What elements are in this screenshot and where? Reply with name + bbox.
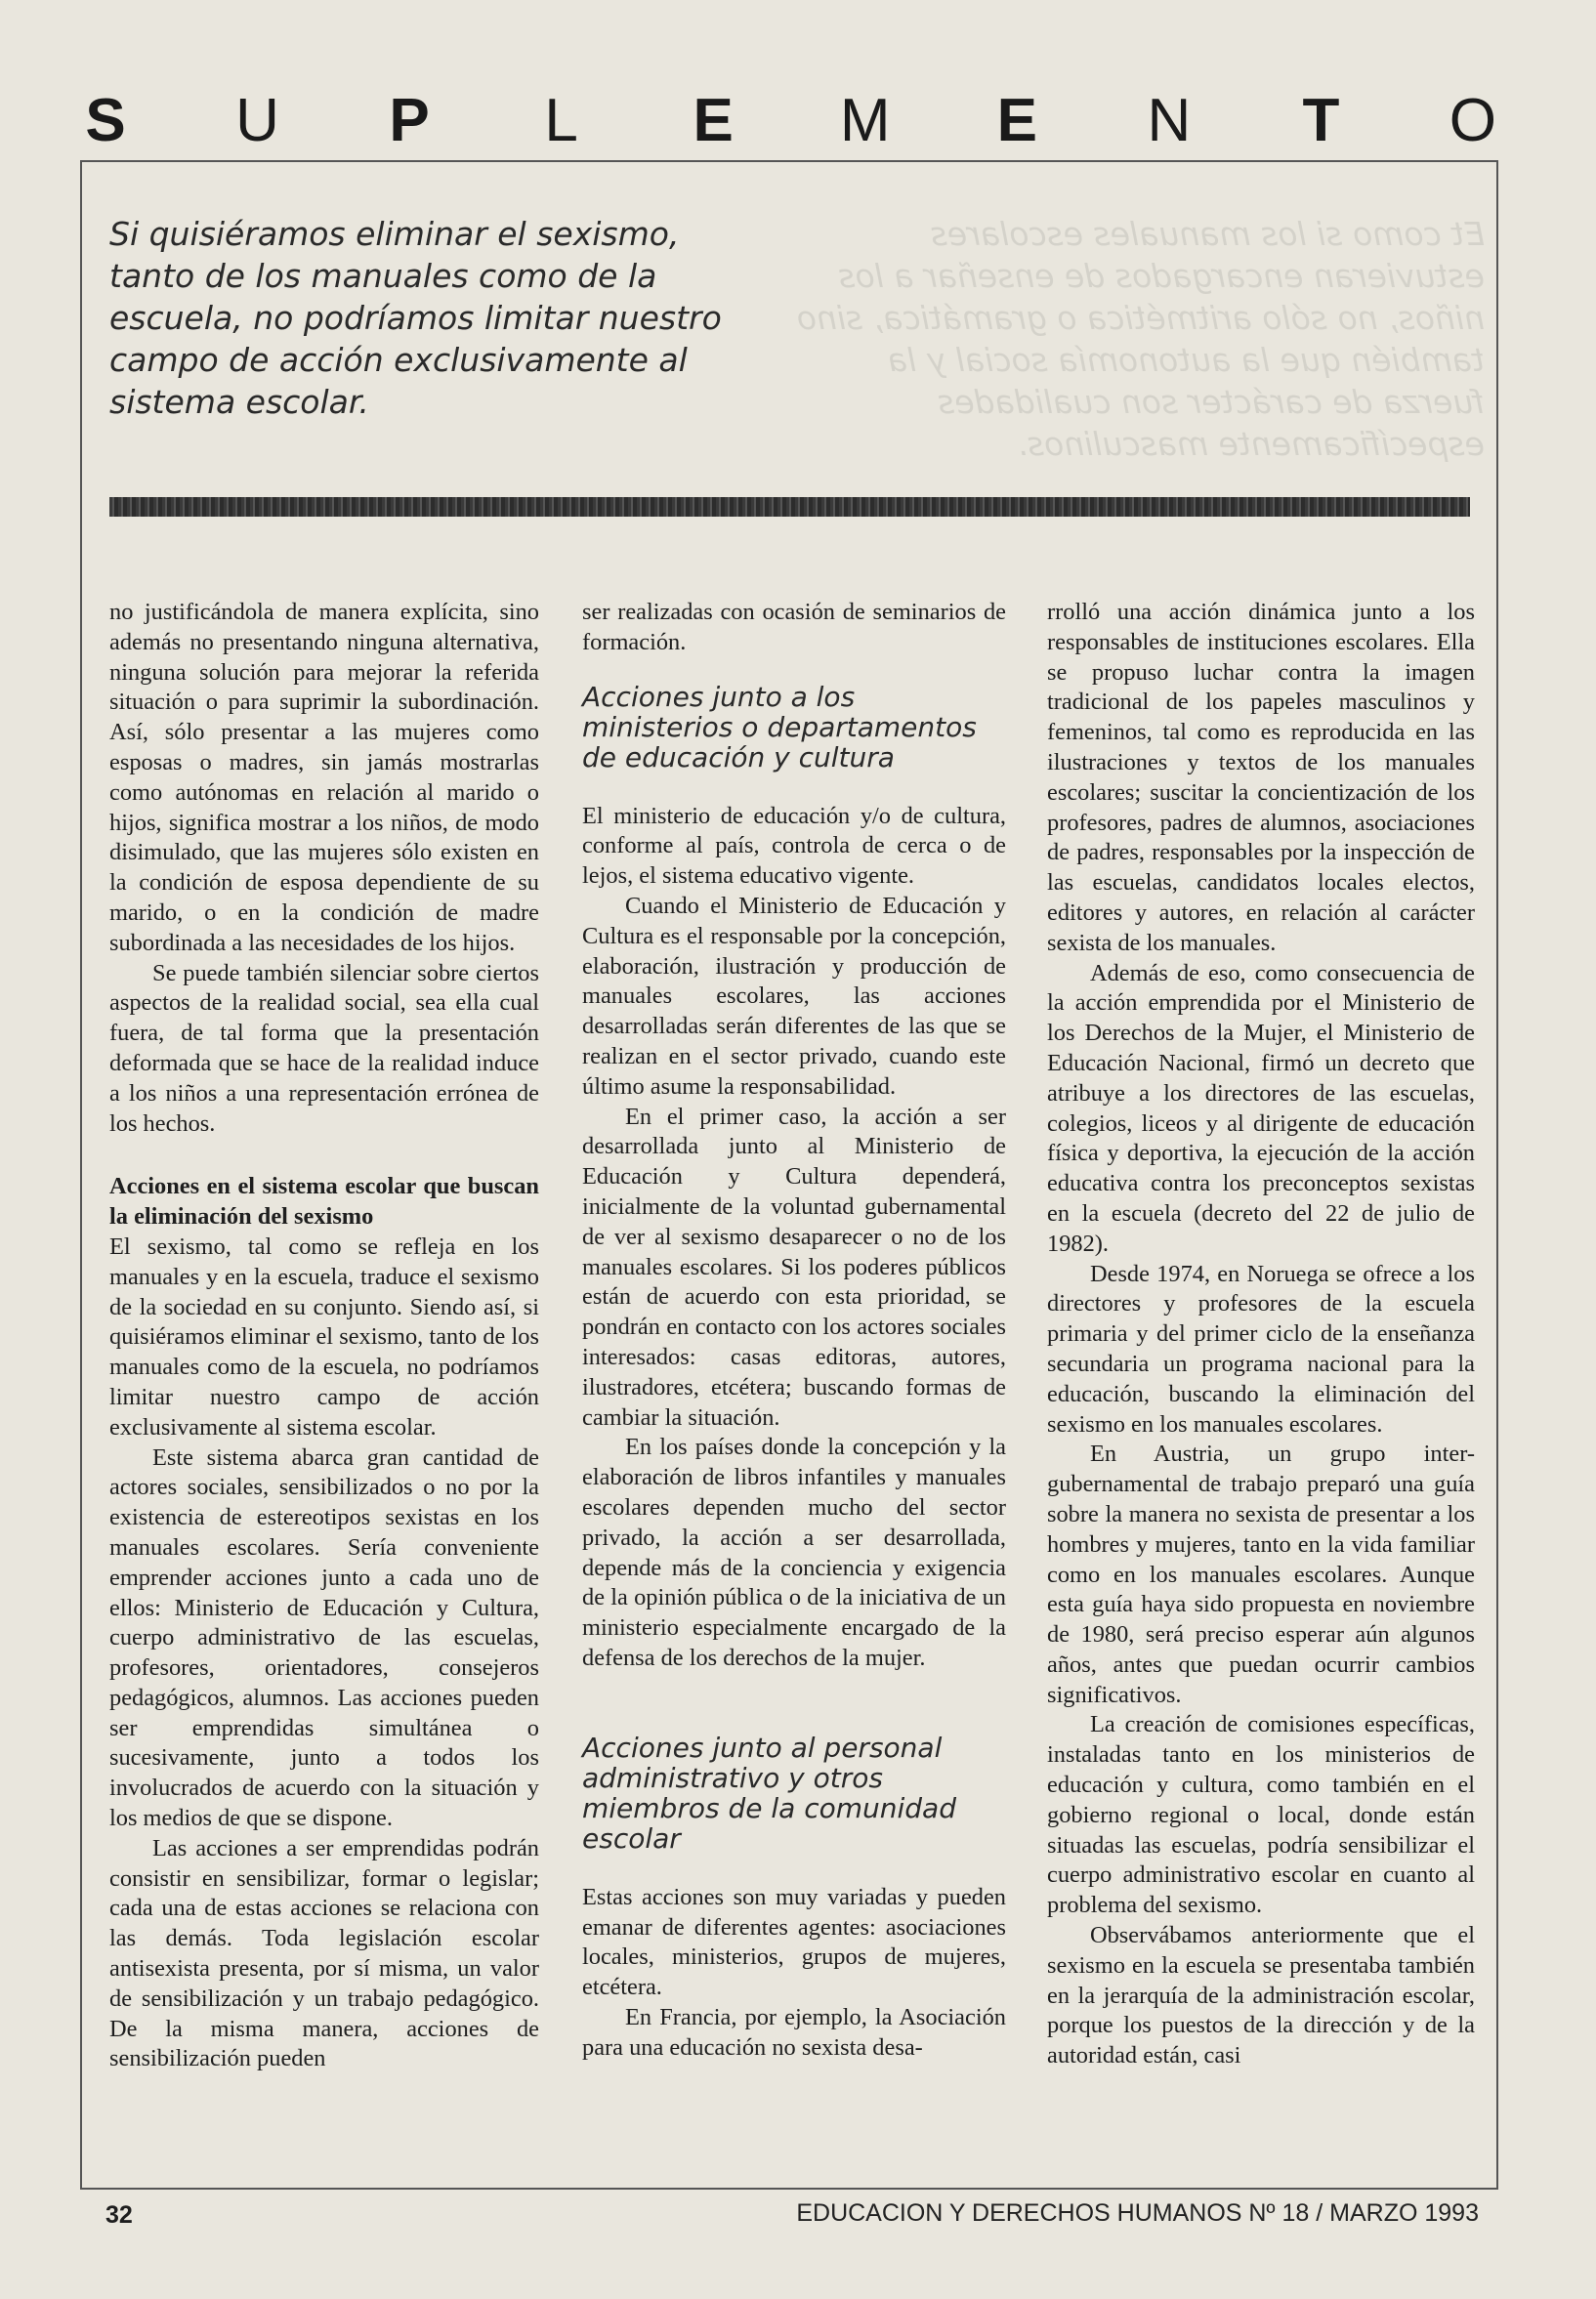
title-letter: P — [389, 86, 430, 154]
paragraph: Desde 1974, en Noruega se ofrece a los directores y profesores de la escuela primaria y del primer ciclo de la enseñanza secundaria un programa nacional para la educación, buscando la eliminación del sexismo en los manuales escolares. — [1047, 1260, 1475, 1438]
column-3 — [1047, 598, 1475, 2071]
paragraph: El ministerio de educación y/o de cultura, conforme al país, controla de cerca o de lejos, el sistema educativo vigente. — [582, 802, 1006, 890]
divider-bar — [109, 497, 1470, 517]
title-letter: M — [839, 86, 891, 154]
title-letter: N — [1147, 86, 1192, 154]
pull-quote — [109, 213, 735, 423]
page-number: 32 — [105, 2201, 133, 2229]
paragraph: ser realizadas con ocasión de seminarios de formación. — [582, 599, 1006, 655]
title-letter: S — [85, 86, 126, 154]
paragraph: En Austria, un grupo inter-gubernamental de trabajo preparó una guía sobre la manera no sexista de presentar a los hombres y mujeres, tanto en la vida familiar como en los manuales escolares. Aunque esta guía haya sido propuesta en noviembre de 1980, será preciso esperar aún algunos años, antes que puedan ocurrir cambios significativos. — [1047, 1441, 1475, 1708]
paragraph: Este sistema abarca gran cantidad de actores sociales, sensibilizados o no por la existencia de estereotipos sexistas en los manuales escolares. Sería conveniente emprender acciones junto a cada uno de ellos: Ministerio de Educación y Cultura, cuerpo administrativo de las escuelas, profesores, orientadores, consejeros pedagógicos, alumnos. Las acciones pueden ser emprendidas simultánea o sucesivamente, junto a todos los involucrados de acuerdo con la situación y los medios de que se dispone. — [109, 1443, 539, 1832]
paragraph: rrolló una acción dinámica junto a los responsables de instituciones escolares. Ella se propuso luchar contra la imagen tradicional de los papeles masculinos y femeninos, tal como es reproducida en las ilustraciones y textos de los manuales escolares; suscitar la concientización de los profesores, padres de alumnos, asociaciones de padres, responsables por la inspección de las escuelas, candidatos locales electos, editores y autores, en relación al carácter sexista de los manuales. — [1047, 599, 1475, 956]
paragraph: El sexismo, tal como se refleja en los manuales y en la escuela, traduce el sexismo de la sociedad en su conjunto. Siendo así, si quisiéramos eliminar el sexismo, tanto de los manuales como de la escuela, no podríamos limitar nuestro campo de acción exclusivamente al sistema escolar. — [109, 1233, 539, 1441]
pull-quote-text: Si quisiéramos eliminar el sexismo, tanto de los manuales como de la escuela, no podríamos limitar nuestro campo de acción exclusivamente al sistema escolar. — [109, 215, 722, 421]
paragraph: En Francia, por ejemplo, la Asociación para una educación no sexista desa- — [582, 2003, 1006, 2061]
paragraph: Las acciones a ser emprendidas podrán consistir en sensibilizar, formar o legislar; cada una de estas acciones se relaciona con las demás. Toda legislación escolar antisexista presenta, por sí misma, un valor de sensibilización y un trabajo pedagógico. De la misma manera, acciones de sensibilización pueden — [109, 1834, 539, 2072]
paragraph: Estas acciones son muy variadas y pueden emanar de diferentes agentes: asociaciones locales, ministerios, grupos de mujeres, etcétera. — [582, 1883, 1006, 2001]
title-letter: E — [693, 86, 734, 154]
running-footer: EDUCACION Y DERECHOS HUMANOS Nº 18 / MARZO 1993 — [796, 2199, 1479, 2227]
subsection-heading: Acciones junto a los ministerios o departamentos de educación y cultura — [582, 680, 977, 773]
title-letter: T — [1302, 86, 1340, 154]
paragraph: La creación de comisiones específicas, instaladas tanto en los ministerios de educación y cultura, como también en el gobierno regional o local, donde están situadas las escuelas, podría sensibilizar el cuerpo administrativo escolar en cuanto al problema del sexismo. — [1047, 1711, 1475, 1919]
paragraph: Se puede también silenciar sobre ciertos aspectos de la realidad social, sea ella cual fuera, de tal forma que la presentación deformada que se hace de la realidad induce a los niños a una representación errónea de los hechos. — [109, 959, 539, 1137]
column-2 — [582, 598, 1006, 2063]
paragraph: En el primer caso, la acción a ser desarrollada junto al Ministerio de Educación y Cultura dependerá, inicialmente de la voluntad gubernamental de ver al sexismo desaparecer o no de los manuales escolares. Si los poderes públicos están de acuerdo con esta prioridad, se pondrán en contacto con los actores sociales interesados: casas editoras, autores, ilustradores, etcétera; buscando formas de cambiar la situación. — [582, 1103, 1006, 1431]
paragraph: Cuando el Ministerio de Educación y Cultura es el responsable por la concepción, elaboración, ilustración y producción de manuales escolares, las acciones desarrolladas serán diferentes de las que se realizan en el sector privado, cuando este último asume la responsabilidad. — [582, 892, 1006, 1100]
column-1 — [109, 598, 539, 2074]
paragraph: Además de eso, como consecuencia de la acción emprendida por el Ministerio de los Derechos de la Mujer, el Ministerio de Educación Nacional, firmó un decreto que atribuye a los directores de las escuelas, colegios, liceos y al dirigente de educación física y deportiva, la ejecución de la acción educativa contra los preconceptos sexistas en la escuela (decreto del 22 de julio de 1982). — [1047, 959, 1475, 1257]
title-letter: E — [996, 86, 1037, 154]
section-title — [76, 86, 1502, 154]
section-heading: Acciones en el sistema escolar que buscan la eliminación del sexismo — [109, 1173, 539, 1231]
paragraph: Observábamos anteriormente que el sexismo en la escuela se presentaba también en la jerarquía de la administración escolar, porque los puestos de la dirección y de la autoridad están, casi — [1047, 1922, 1475, 2069]
title-letter: U — [235, 86, 279, 154]
subsection-heading: Acciones junto al personal administrativo y otros miembros de la comunidad escolar — [582, 1731, 956, 1855]
show-through-text: Et como si los manuales escolares estuvieran encargados de enseñar a los niños, no sólo aritmética o gramática, sino también que la autonomía social y la fuerza de carácter son cualidades específicamente masculinos. — [796, 215, 1485, 463]
title-letter: L — [544, 86, 578, 154]
paragraph: En los países donde la concepción y la elaboración de libros infantiles y manuales escolares dependen mucho del sector privado, la acción a ser desarrollada, depende más de la conciencia y exigencia de la opinión pública o de la iniciativa de un ministerio especialmente encargado de la defensa de los derechos de la mujer. — [582, 1434, 1006, 1671]
paragraph: no justificándola de manera explícita, sino además no presentando ninguna alternativa, ninguna solución para mejorar la referida situación o para suprimir la subordinación. Así, sólo presentar a las mujeres como esposas o madres, sin jamás mostrarlas como autónomas en relación al marido o hijos, significa mostrar a los niños, de modo disimulado, que las mujeres sólo existen en la condición de esposa dependiente de su marido, o en la condición de madre subordinada a las necesidades de los hijos. — [109, 599, 539, 956]
title-letter: O — [1449, 86, 1497, 154]
